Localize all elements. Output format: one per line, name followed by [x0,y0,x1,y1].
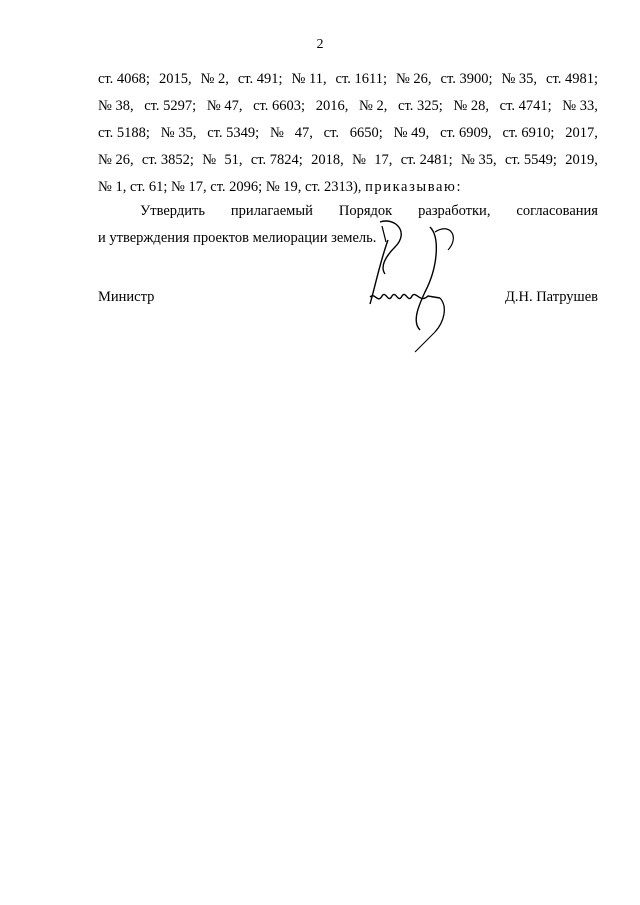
body-text-fragment: ст. 6910; [502,125,555,141]
body-text-fragment: 2015, [158,71,192,87]
body-text-fragment: 6650; [349,125,383,141]
body-text-fragment: № [270,125,284,141]
body-text-fragment: ст. 5549; [504,152,557,168]
body-text-fragment: ст. 3900; [440,71,493,87]
body-text-fragment: 17, [374,152,393,168]
body-text-fragment: ст. 4981; [546,71,598,87]
body-text-fragment: ст. 3852; [141,152,194,168]
body-text-fragment: № 26, [98,152,134,168]
body-text-fragment: № 47, [206,98,243,114]
body-text-fragment: ст. 5349; [207,125,260,141]
body-text-fragment: 2019, [565,152,598,168]
order-keyword: приказываю: [365,179,463,195]
order-word: прилагаемый [230,203,313,219]
body-text-fragment: 47, [294,125,313,141]
body-line-5 [98,178,598,196]
body-text-fragment: ст. [323,125,339,141]
body-line-4 [98,151,598,169]
body-text-fragment: № 2, [359,98,388,114]
body-line-1 [98,70,598,88]
body-text-fragment: ст. 2481; [400,152,453,168]
order-word: Утвердить [140,203,205,219]
body-text-fragment: № 26, [395,71,432,87]
body-text-fragment: ст. 1611; [335,71,387,87]
body-text-fragment: № 2, [200,71,229,87]
handwritten-signature [340,212,480,357]
body-text-fragment: № 11, [291,71,327,87]
body-text-fragment: 2017, [565,125,598,141]
order-word: Порядок [338,203,393,219]
signer-name: Д.Н. Патрушев [504,289,598,305]
position-title: Министр [98,289,155,305]
body-text-fragment: ст. 4741; [499,98,552,114]
body-text-fragment: № 35, [501,71,538,87]
body-text-fragment: ст. 5188; [98,125,150,141]
body-line-3 [98,124,598,142]
order-word: согласования [516,203,598,219]
body-text-fragment: № 35, [461,152,497,168]
body-text-fragment: № 35, [160,125,197,141]
body-text-fragment: № 28, [453,98,489,114]
body-text-fragment: № 1, ст. 61; № 17, ст. 2096; № 19, ст. 2313), [98,179,362,195]
body-text-fragment: № [352,152,366,168]
body-text-fragment: ст. 7824; [250,152,303,168]
body-text-fragment: ст. 325; [398,98,443,114]
body-text-fragment: ст. 491; [237,71,283,87]
body-text-fragment: ст. 6909, [440,125,492,141]
order-line-2: и утверждения проектов мелиорации земель. [98,230,377,246]
body-text-fragment: ст. 4068; [98,71,150,87]
body-text-fragment: № 38, [98,98,134,114]
body-text-fragment: № 49, [393,125,430,141]
body-text-fragment: 2018, [311,152,344,168]
body-text-fragment: ст. 5297; [144,98,197,114]
page-number: 2 [316,37,324,52]
body-text-fragment: № [202,152,217,168]
body-text-fragment: 51, [224,152,243,168]
body-text-fragment: ст. 6603; [253,98,306,114]
body-text-fragment: 2016, [315,98,349,114]
body-text-fragment: № 33, [562,98,598,114]
order-word: разработки, [418,203,491,219]
body-line-2 [98,97,598,115]
